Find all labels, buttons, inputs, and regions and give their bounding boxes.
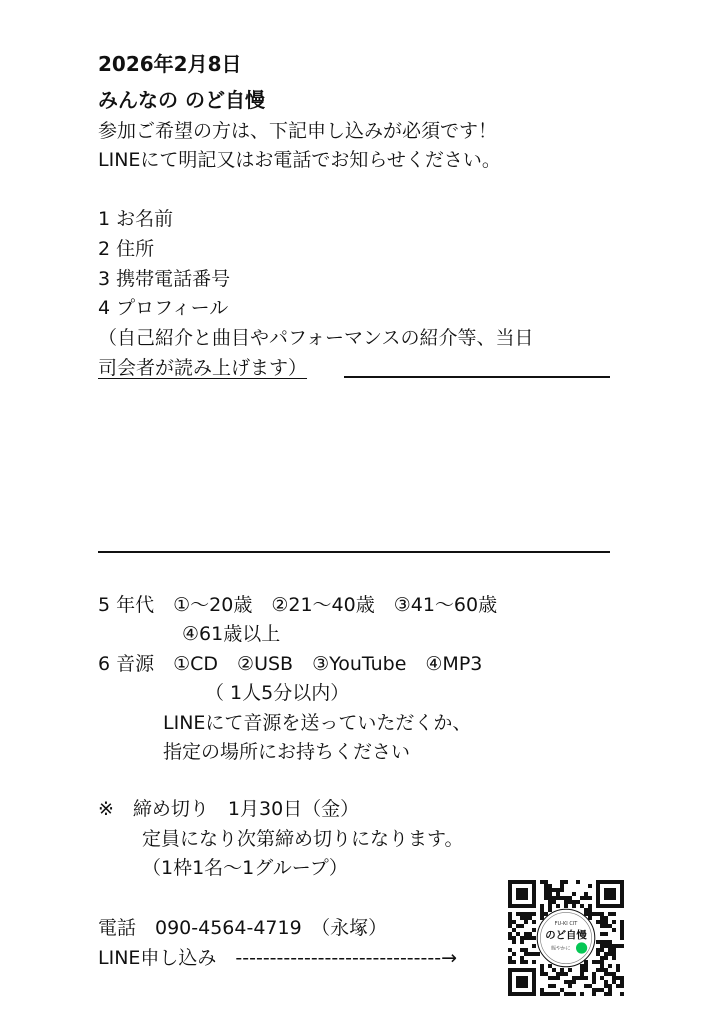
profile-note-line-2: 司会者が読み上げます） bbox=[98, 357, 308, 379]
profile-note-line-1: （自己紹介と曲目やパフォーマンスの紹介等、当日 bbox=[98, 327, 534, 349]
qr-logo-small-text: FU-KI CIT bbox=[554, 920, 578, 927]
qr-center-logo bbox=[537, 909, 595, 967]
age-line-2: ④61歳以上 bbox=[182, 623, 281, 645]
qr-logo-sub-text: 賑やかに bbox=[551, 946, 571, 952]
line-app-icon bbox=[576, 942, 587, 953]
deadline-line-2: 定員になり次第締め切りになります。 bbox=[142, 828, 464, 850]
qr-finder-top-left bbox=[508, 880, 536, 908]
qr-logo-main-text: のど自慢 bbox=[545, 929, 587, 942]
item-name: 1 お名前 bbox=[98, 208, 174, 230]
profile-bottom-line bbox=[98, 551, 610, 553]
item-address: 2 住所 bbox=[98, 238, 155, 260]
line-qr-code[interactable] bbox=[508, 880, 624, 996]
item-profile: 4 プロフィール bbox=[98, 297, 229, 319]
qr-finder-bottom-left bbox=[508, 968, 536, 996]
source-line-4: 指定の場所にお持ちください bbox=[163, 741, 411, 763]
age-line-1: 5 年代 ①～20歳 ②21～40歳 ③41～60歳 bbox=[98, 594, 498, 616]
source-line-3: LINEにて音源を送っていただくか、 bbox=[163, 712, 472, 734]
source-line-1: 6 音源 ①CD ②USB ③YouTube ④MP3 bbox=[98, 653, 483, 675]
qr-finder-top-right bbox=[596, 880, 624, 908]
item-phone: 3 携帯電話番号 bbox=[98, 268, 231, 290]
contact-line-apply: LINE申し込み ------------------------------→ bbox=[98, 947, 458, 969]
intro-line-2: LINEにて明記又はお電話でお知らせください。 bbox=[98, 149, 501, 171]
contact-phone: 電話 090-4564-4719 （永塚） bbox=[98, 917, 388, 939]
deadline-line-3: （1枠1名～1グループ） bbox=[142, 857, 348, 879]
event-title: みんなの のど自慢 bbox=[98, 88, 265, 112]
event-date: 2026年2月8日 bbox=[98, 52, 242, 76]
deadline-line-1: ※ 締め切り 1月30日（金） bbox=[98, 798, 360, 820]
intro-line-1: 参加ご希望の方は、下記申し込みが必須です！ bbox=[98, 120, 498, 142]
profile-write-line bbox=[344, 376, 610, 378]
qr-code-image bbox=[508, 880, 624, 996]
source-line-2: （ 1人5分以内） bbox=[205, 682, 350, 704]
